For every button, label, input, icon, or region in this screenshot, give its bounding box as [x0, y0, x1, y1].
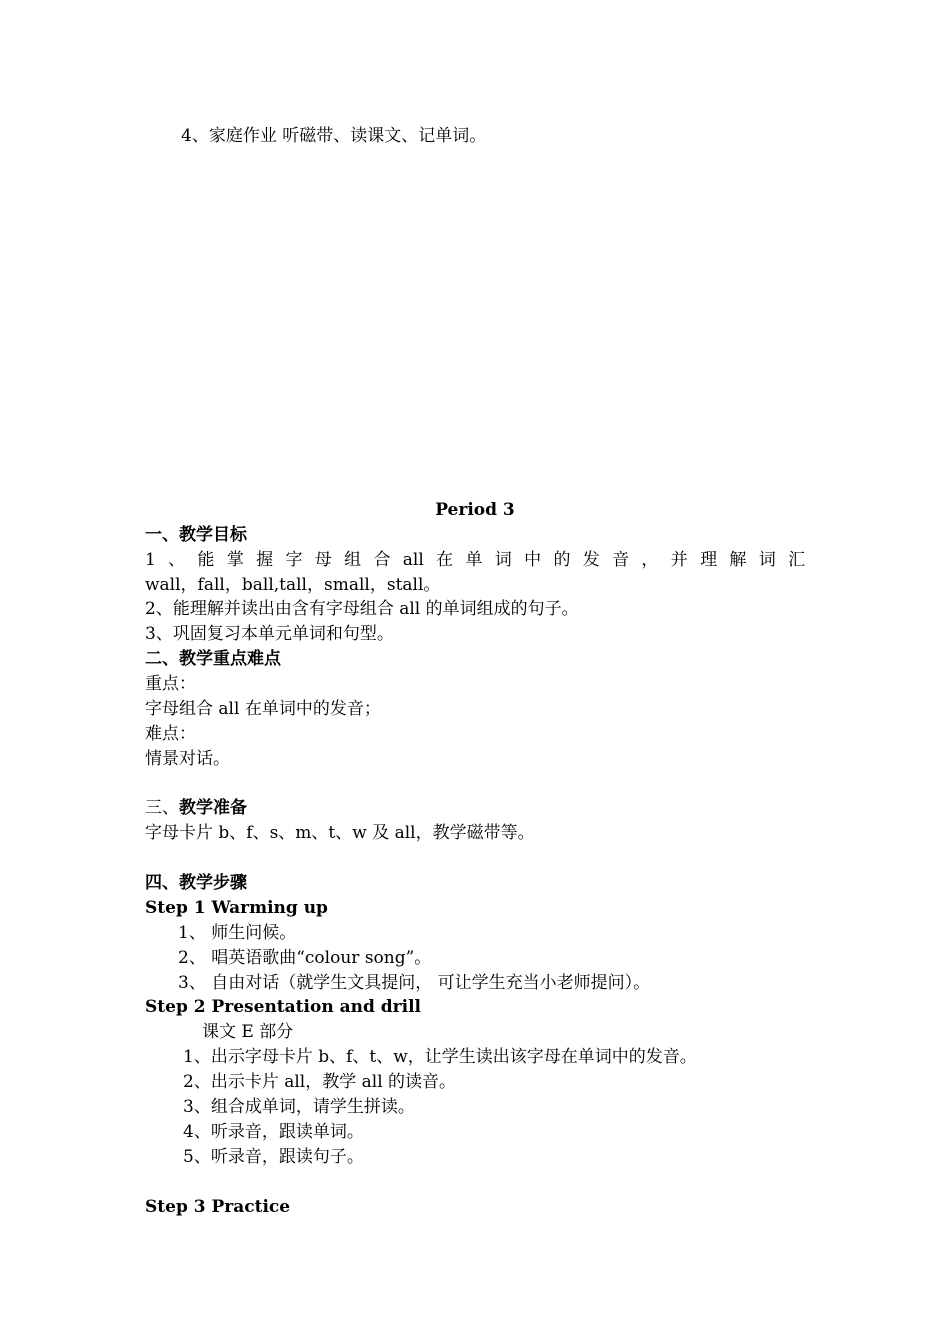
- section-heading-steps: 四、教学步骤: [145, 873, 247, 893]
- step-1-heading: Step 1 Warming up: [145, 898, 328, 918]
- difficulty-text: 情景对话。: [145, 749, 230, 769]
- difficulty-label: 难点：: [145, 724, 196, 744]
- step-3-heading: Step 3 Practice: [145, 1197, 291, 1217]
- homework-line: 4、家庭作业 听磁带、读课文、记单词。: [181, 126, 487, 146]
- step-1-item: 2、 唱英语歌曲“colour song”。: [178, 948, 432, 968]
- step-1-item: 1、 师生问候。: [178, 923, 297, 943]
- goal-2: 2、能理解并读出由含有字母组合 all 的单词组成的句子。: [145, 599, 579, 619]
- section-heading-goals: 一、教学目标: [145, 525, 247, 545]
- step-2-item: 3、组合成单词，请学生拼读。: [183, 1097, 415, 1117]
- goal-3: 3、巩固复习本单元单词和句型。: [145, 624, 394, 644]
- step-1-item: 3、 自由对话（就学生文具提问， 可让学生充当小老师提问）。: [178, 973, 651, 993]
- step-2-item: 4、听录音，跟读单词。: [183, 1122, 364, 1142]
- goal-1-line-2: wall，fall，ball,tall，small，stall。: [145, 575, 441, 595]
- preparation-text: 字母卡片 b、f、s、m、t、w 及 all，教学磁带等。: [145, 823, 535, 843]
- section-prefix: 三、: [145, 798, 179, 818]
- section-title: 教学准备: [179, 798, 247, 818]
- key-label: 重点：: [145, 674, 196, 694]
- goal-1-line-1: 1 、 能 掌 握 字 母 组 合 all 在 单 词 中 的 发 音 ， 并 理 解 词 汇: [145, 550, 806, 570]
- period-title: Period 3: [435, 500, 515, 520]
- step-2-item: 1、出示字母卡片 b、f、t、w，让学生读出该字母在单词中的发音。: [183, 1047, 697, 1067]
- step-2-heading: Step 2 Presentation and drill: [145, 997, 421, 1017]
- step-2-item: 5、听录音，跟读句子。: [183, 1147, 364, 1167]
- section-heading-key-points: 二、教学重点难点: [145, 649, 281, 669]
- step-2-subheading: 课文 E 部分: [202, 1022, 294, 1042]
- step-2-item: 2、出示卡片 all，教学 all 的读音。: [183, 1072, 457, 1092]
- section-heading-preparation: [145, 797, 247, 819]
- key-text: 字母组合 all 在单词中的发音；: [145, 699, 381, 719]
